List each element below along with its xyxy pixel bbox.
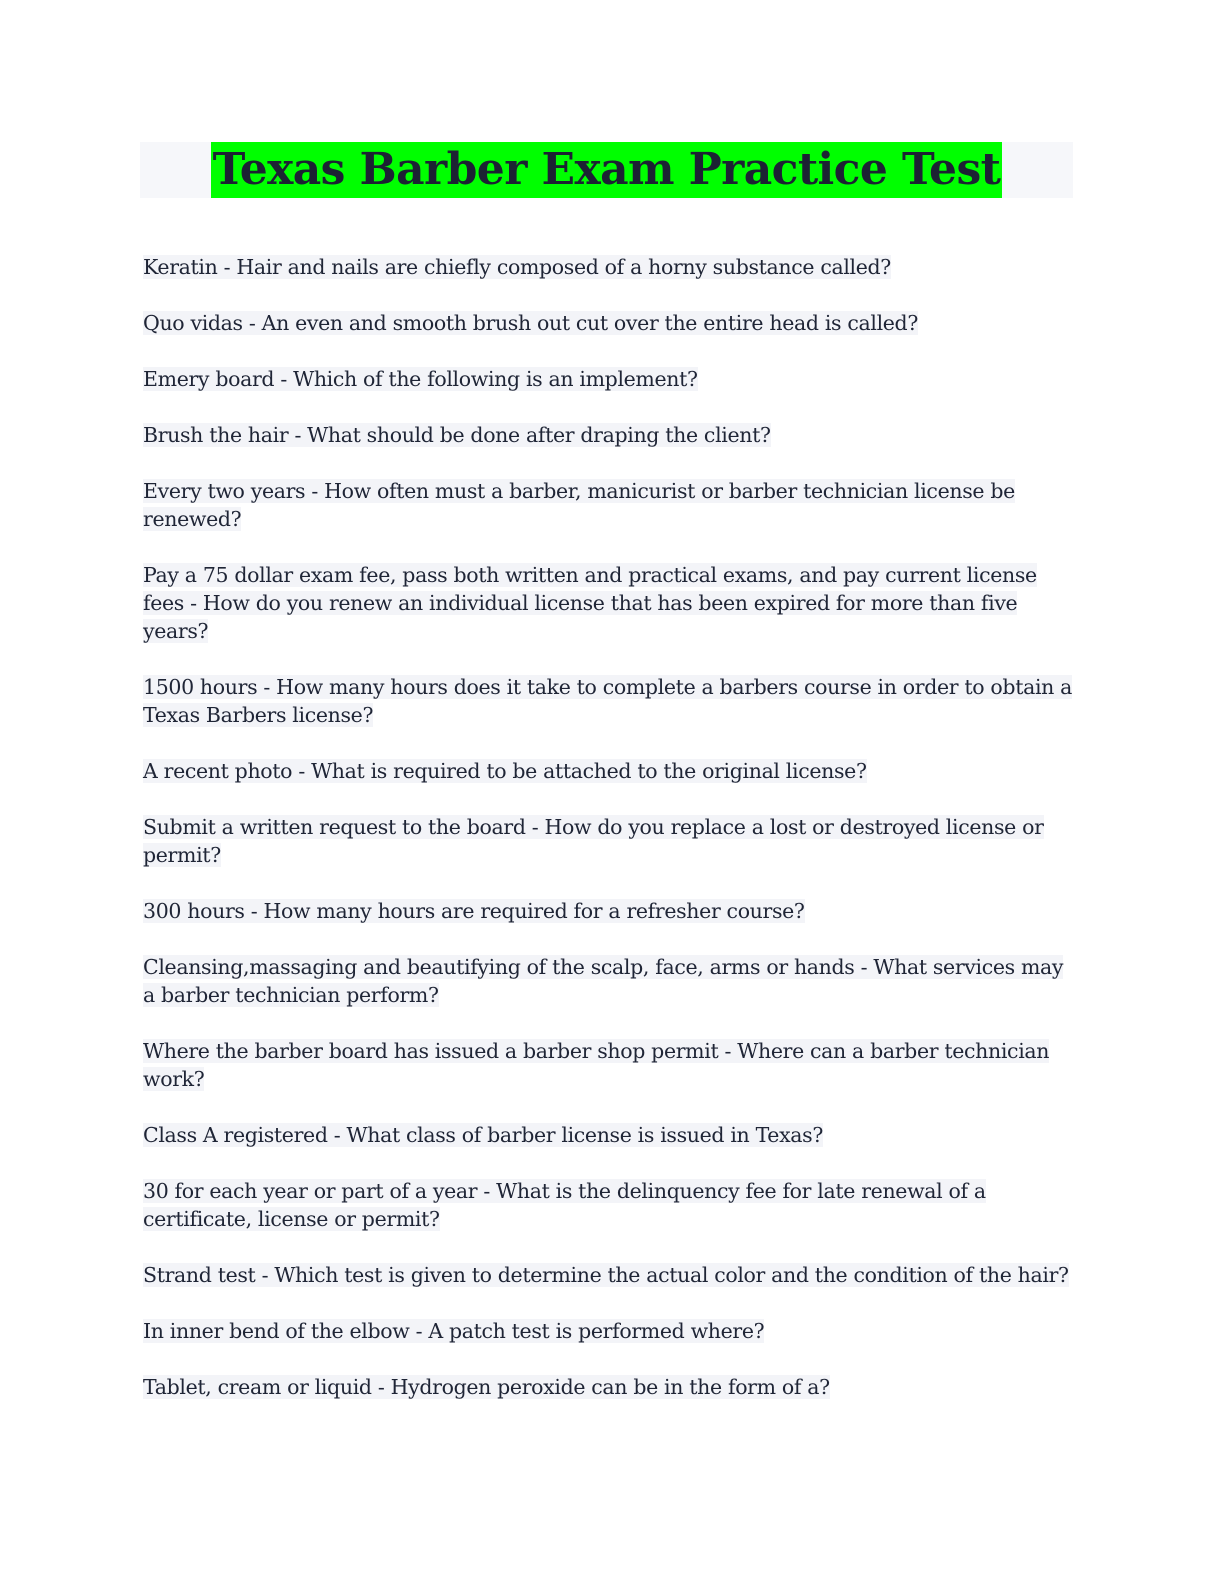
qa-text: Brush the hair - What should be done after draping the client? (143, 423, 771, 447)
page-title: Texas Barber Exam Practice Test (211, 142, 1003, 198)
qa-text: 30 for each year or part of a year - What is the delinquency fee for late renewal of a certificate, license or permit? (143, 1179, 986, 1231)
qa-text: Pay a 75 dollar exam fee, pass both written and practical exams, and pay current license fees - How do you renew an individual license that has been expired for more than five years? (143, 563, 1037, 643)
title-band (140, 142, 1073, 198)
qa-item (143, 1037, 1078, 1093)
qa-item (143, 1373, 1078, 1401)
qa-item (143, 673, 1078, 729)
qa-text: 1500 hours - How many hours does it take to complete a barbers course in order to obtain a Texas Barbers license? (143, 675, 1073, 727)
qa-text: In inner bend of the elbow - A patch test is performed where? (143, 1319, 765, 1343)
qa-item (143, 561, 1078, 645)
qa-item (143, 813, 1078, 869)
qa-text: 300 hours - How many hours are required for a refresher course? (143, 899, 805, 923)
qa-text: Strand test - Which test is given to determine the actual color and the condition of the hair? (143, 1263, 1069, 1287)
qa-item (143, 365, 1078, 393)
qa-text: Emery board - Which of the following is an implement? (143, 367, 698, 391)
qa-text: Tablet, cream or liquid - Hydrogen peroxide can be in the form of a? (143, 1375, 830, 1399)
qa-item (143, 421, 1078, 449)
qa-item (143, 757, 1078, 785)
qa-item (143, 477, 1078, 533)
qa-text: A recent photo - What is required to be attached to the original license? (143, 759, 867, 783)
qa-text: Keratin - Hair and nails are chiefly composed of a horny substance called? (143, 255, 891, 279)
qa-text: Quo vidas - An even and smooth brush out cut over the entire head is called? (143, 311, 918, 335)
qa-item (143, 253, 1078, 281)
qa-text: Every two years - How often must a barber, manicurist or barber technician license be renewed? (143, 479, 1015, 531)
qa-text: Where the barber board has issued a barber shop permit - Where can a barber technician work? (143, 1039, 1050, 1091)
qa-text: Class A registered - What class of barber license is issued in Texas? (143, 1123, 823, 1147)
qa-item (143, 953, 1078, 1009)
qa-item (143, 897, 1078, 925)
qa-item (143, 1177, 1078, 1233)
qa-item (143, 309, 1078, 337)
qa-item (143, 1317, 1078, 1345)
qa-text: Submit a written request to the board - How do you replace a lost or destroyed license or permit? (143, 815, 1044, 867)
qa-item (143, 1121, 1078, 1149)
qa-item (143, 1261, 1078, 1289)
qa-list (143, 253, 1078, 1429)
qa-text: Cleansing,massaging and beautifying of the scalp, face, arms or hands - What services may a barber technician perform? (143, 955, 1064, 1007)
